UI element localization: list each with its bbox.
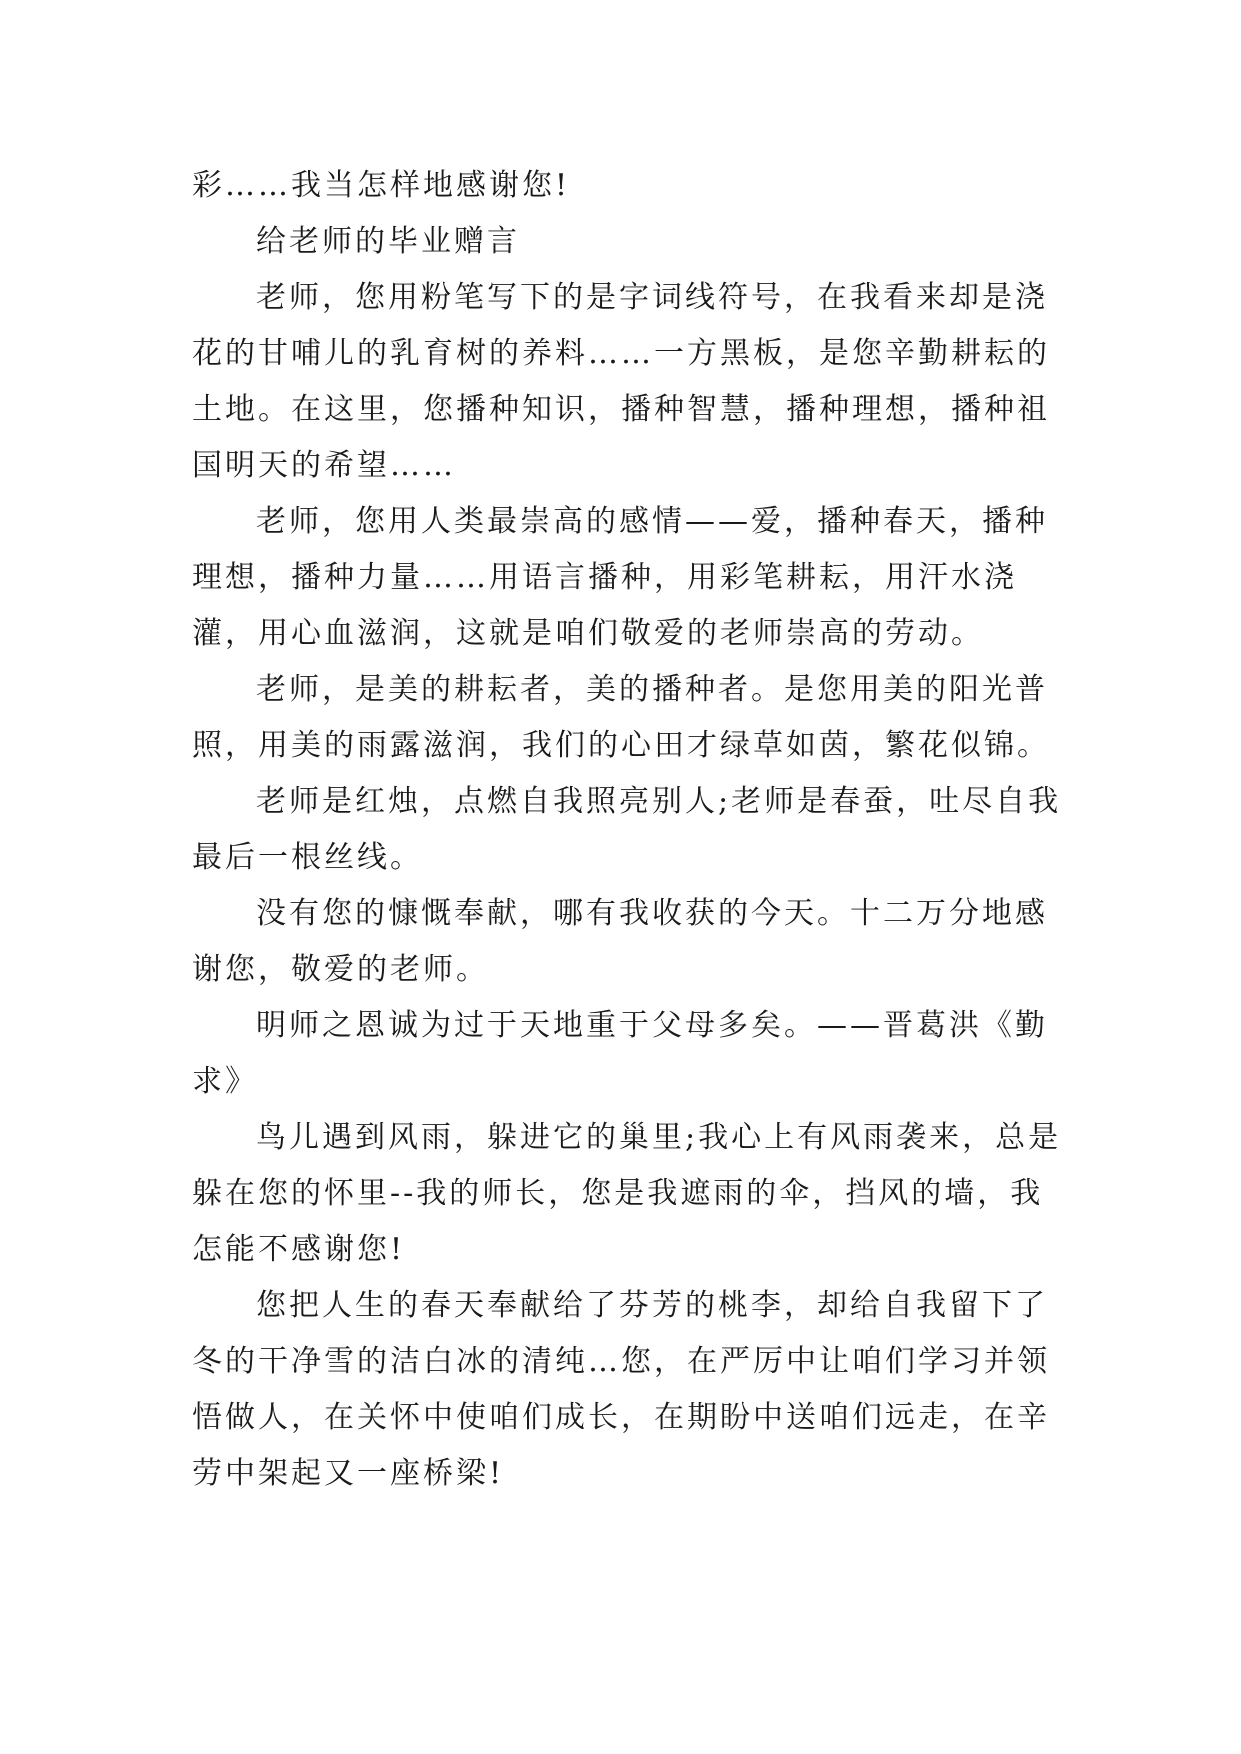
paragraph: 老师，您用粉笔写下的是字词线符号，在我看来却是浇花的甘哺儿的乳育树的养料……一方黑板，是您辛勤耕耘的土地。在这里，您播种知识，播种智慧，播种理想，播种祖国明天的希望…… — [192, 280, 1050, 483]
quote-paragraph: 明师之恩诚为过于天地重于父母多矣。——晋葛洪《勤求》 — [192, 1008, 1048, 1099]
paragraph: 没有您的慷慨奉献，哪有我收获的今天。十二万分地感谢您，敬爱的老师。 — [192, 896, 1048, 987]
document-body — [192, 158, 1072, 1502]
paragraph: 您把人生的春天奉献给了芬芳的桃李，却给自我留下了冬的干净雪的洁白冰的清纯…您，在严厉中让咱们学习并领悟做人，在关怀中使咱们成长，在期盼中送咱们远走，在辛劳中架起又一座桥梁! — [192, 1288, 1050, 1491]
paragraph: 老师是红烛，点燃自我照亮别人;老师是春蚕，吐尽自我最后一根丝线。 — [192, 784, 1062, 875]
paragraph: 老师，是美的耕耘者，美的播种者。是您用美的阳光普照，用美的雨露滋润，我们的心田才绿草如茵，繁花似锦。 — [192, 672, 1050, 763]
paragraph-continuation: 彩……我当怎样地感谢您! — [192, 168, 571, 203]
paragraph: 老师，您用人类最崇高的感情——爱，播种春天，播种理想，播种力量……用语言播种，用彩笔耕耘，用汗水浇灌，用心血滋润，这就是咱们敬爱的老师崇高的劳动。 — [192, 504, 1048, 651]
section-heading: 给老师的毕业赠言 — [256, 224, 520, 259]
paragraph: 鸟儿遇到风雨，躲进它的巢里;我心上有风雨袭来，总是躲在您的怀里--我的师长，您是我遮雨的伞，挡风的墙，我怎能不感谢您! — [192, 1120, 1062, 1267]
